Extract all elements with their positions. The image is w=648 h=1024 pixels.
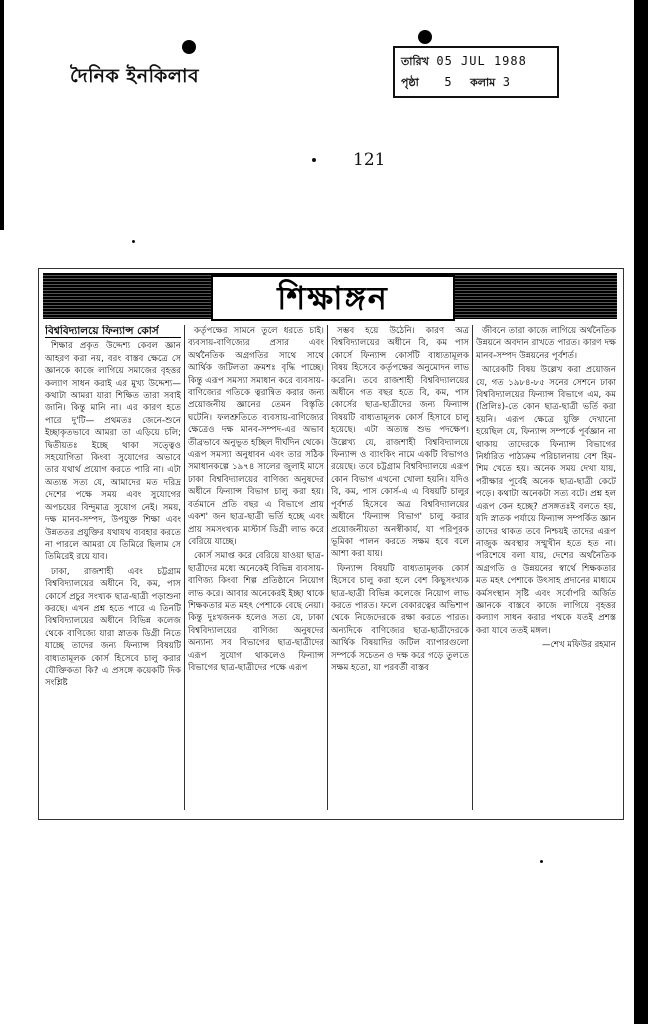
article-column-1: [45, 325, 181, 813]
stamp-date-label: তারিখ: [401, 55, 429, 68]
article-paragraph: কোর্স সমাপ্ত করে বেরিয়ে যাওয়া ছাত্র-ছাত্রীদের মধ্যে অনেকেই বিভিন্ন ব্যবসায়-বাণিজ্য কিংবা শিল্প প্রতিষ্ঠানে নিয়োগ লাভ করে। আবার অনেকেরই ইচ্ছা থাকে শিক্ষকতার মত মহৎ পেশাকে বেছে নেয়া। কিন্তু দুঃখজনক হলেও সত্য যে, ঢাকা বিশ্ববিদ্যালয়ের বাণিজ্য অনুষদের অন্যান্য সব বিভাগের ছাত্র-ছাত্রীদের এরূপ সুযোগ থাকলেও ফিন্যান্স বিভাগের ছাত্র-ছাত্রীদের পক্ষে এরূপ: [188, 551, 324, 673]
article-column-4: [476, 325, 616, 813]
stamp-date-value: 05 JUL 1988: [436, 54, 527, 68]
article-author: —শেখ মফিউর রহমান: [541, 640, 616, 651]
scan-edge-right: [634, 0, 648, 1024]
stamp-column-value: 3: [502, 75, 511, 89]
column-divider: [472, 325, 473, 810]
article-paragraph: কর্তৃপক্ষের সামনে তুলে ধরতে চাই। ব্যবসায়-বাণিজ্যের প্রসার এবং অর্থনৈতিক অগ্রগতির সাথে সাথে আর্থিক জটিলতা ক্রমশঃ বৃদ্ধি পাচ্ছে। কিন্তু এরূপ সমস্যা সমাধান করে ব্যবসায়-বাণিজ্যের গতিকে ত্বরান্বিত করার জন্য প্রয়োজনীয় জ্ঞানের তেমন বিস্তৃতি ঘটেনি। ফলশ্রুতিতে ব্যবসায়-বাণিজ্যের ক্ষেত্রেও দক্ষ মানব-সম্পদ-এর অভাব তীব্রভাবে অনুভূত হচ্ছিল দীর্ঘদিন থেকে। এরূপ সমস্যা অনুধাবন এবং তার সঠিক সমাধানকল্পে ১৯৭৪ সালের জুলাই মাসে ঢাকা বিশ্ববিদ্যালয়ের বাণিজ্য অনুষদের অধীনে ফিন্যান্স বিভাগ চালু করা হয়। বর্তমানে প্রতি বছর এ বিভাগে প্রায় একশ' জন ছাত্র-ছাত্রী ভর্তি হচ্ছে এবং প্রায় সমসংখ্যক মাস্টার্স ডিগ্রী লাভ করে বেরিয়ে যাচ্ছে।: [188, 326, 324, 547]
article-paragraph: আরেকটি বিষয় উল্লেখ করা প্রয়োজন যে, গত ১৯৮৪-৮৫ সনের সেশনে ঢাকা বিশ্ববিদ্যালয়ের ফিন্যান্স বিভাগে এম, কম (প্রিলিঃ)-তে কোন ছাত্র-ছাত্রী ভর্তি করা হয়নি। এরূপ ক্ষেত্রে যুক্তি দেখানো হয়েছিল যে, ফিন্যান্স সম্পর্কে পূর্বজ্ঞান না থাকায় তাদেরকে ফিন্যান্স বিভাগের নির্ধারিত পাঠ্যক্রম পরিচালনায় বেশ হিম-শিম খেতে হয়। অনেক সময় দেখা যায়, পরীক্ষার পূর্বেই অনেক ছাত্র-ছাত্রী কেটে পড়ে। কথাটা অনেকটা সত্য বটে। প্রশ্ন হল এরূপ কেন হচ্ছে? প্রসঙ্গতঃই বলতে হয়, যদি স্নাতক পর্যায়ে ফিন্যান্স সম্পর্কিত জ্ঞান তাদের থাকত তবে নিশ্চয়ই তাদের এরূপ নাজুক অবস্থার সম্মুখীন হতে হত না। পরিশেষে বলা যায়, দেশের অর্থনৈতিক অগ্রগতি ও উন্নয়নের স্বার্থে শিক্ষকতার মত মহৎ পেশাকে উৎসাহ প্রদানের মাধ্যমে কর্মসংস্থান সৃষ্টি এবং সর্বোপরি অর্জিত জ্ঞানকে বাস্তবে কাজে লাগিয়ে বৃহত্তর কল্যাণ সাধন করার পথকে যতই প্রশস্ত করা যাবে ততই মঙ্গল।: [476, 365, 616, 636]
section-banner-title: শিক্ষাঙ্গন: [211, 275, 455, 321]
speck: [132, 240, 135, 243]
article-clipping: [38, 268, 624, 820]
archive-page-number: 121: [353, 150, 386, 170]
column-divider: [327, 325, 328, 810]
article-paragraph: ঢাকা, রাজশাহী এবং চট্টগ্রাম বিশ্ববিদ্যালয়ের অধীনে বি, কম, পাস কোর্সে প্রচুর সংখ্যক ছাত্র-ছাত্রী পড়াশুনা করছে। এখন প্রশ্ন হতে পারে এ তিনটি বিশ্ববিদ্যালয়ের অধীনে বিভিন্ন কলেজ থেকে বাণিজ্যে যারা স্নাতক ডিগ্রী নিতে যাচ্ছে তাদের জন্য ফিন্যান্স বিষয়টি বাধ্যতামূলক কোর্স হিসেবে চালু করার যৌক্তিকতা কি? এ প্রসঙ্গে কয়েকটি দিক সংশ্লিষ্ট: [45, 566, 181, 689]
article-paragraph: জীবনে তারা কাজে লাগিয়ে অর্থনৈতিক উন্নয়নে অবদান রাখতে পারত। কারণ দক্ষ মানব-সম্পদ উন্নয়নের পূর্বশর্ত।: [476, 326, 616, 361]
article-headline: বিশ্ববিদ্যালয়ে ফিন্যান্স কোর্স: [45, 325, 181, 338]
article-paragraph: শিক্ষার প্রকৃত উদ্দেশ্য কেবল জ্ঞান আহরণ করা নয়, বরং বাস্তব ক্ষেত্রে সে জ্ঞানকে কাজে লাগিয়ে সমাজের বৃহত্তর কল্যাণ সাধন করাই এর মুখ্য উদ্দেশ্য— কথাটা আমরা যারা শিক্ষিত তারা সবাই জানি। কিন্তু মানি না। এর কারণ হতে পারে দু'টি— প্রথমতঃ জেনে-শুনে ইচ্ছাকৃতভাবে আমরা তা এড়িয়ে চলি; দ্বিতীয়তঃ ইচ্ছে থাকা সত্ত্বেও সহযোগিতা কিংবা সুযোগের অভাবে তার যথার্থ প্রয়োগ করতে পারি না। এটা অত্যন্ত সত্য যে, আমাদের মত দরিদ্র দেশের পক্ষে সময় এবং সুযোগের অপচয়ের বিন্দুমাত্র সুযোগ নেই। সময়, দক্ষ মানব-সম্পদ, উপযুক্ত শিক্ষা এবং উন্নততর প্রযুক্তির যথাযথ ব্যবহার করতে না পারলে আমরা যে তিমিরে ছিলাম সে তিমিরেই রয়ে যাব।: [45, 341, 181, 563]
scan-edge-left: [0, 0, 4, 230]
stamp-page-value: 5: [444, 75, 453, 89]
clipping-stamp: [393, 46, 559, 98]
newspaper-name: দৈনিক ইনকিলাব: [70, 65, 200, 87]
stamp-page-label: পৃষ্ঠা: [401, 76, 419, 89]
article-column-3: [331, 325, 469, 813]
speck: [312, 158, 316, 162]
punch-hole: [182, 40, 196, 54]
stamp-column-label: কলাম: [470, 76, 496, 89]
article-paragraph: ফিন্যান্স বিষয়টি বাধ্যতামূলক কোর্স হিসেবে চালু করা হলে বেশ কিছুসংখ্যক ছাত্র-ছাত্রী বিভিন্ন কলেজে নিয়োগ লাভ করতে পারত। ফলে বেকারত্বের অভিশাপ থেকে নিজেদেরকে রক্ষা করতে পারত। অন্যদিকে বাণিজ্যের ছাত্র-ছাত্রীদেরকে আর্থিক বিষয়াদির জটিল ব্যাপারগুলো সম্পর্কে সচেতন ও দক্ষ করে গড়ে তুলতে সক্ষম হতো, যা পরবর্তী বাস্তব: [331, 563, 469, 673]
article-paragraph: সম্ভব হয়ে উঠেনি। কারণ অত্র বিশ্ববিদ্যালয়ের অধীনে বি, কম পাস কোর্সে ফিন্যান্স কোর্সটি বাধ্যতামূলক বিষয় হিসেবে কর্তৃপক্ষের অনুমোদন লাভ করেনি। তবে রাজশাহী বিশ্ববিদ্যালয়ের অধীনে গত বছর হতে বি, কম, পাস কোর্সের ছাত্র-ছাত্রীদের জন্য ফিন্যান্স বিষয়টি বাধ্যতামূলক কোর্স হিসাবে চালু হয়েছে। এটা অত্যন্ত শুভ পদক্ষেপ। উল্লেখ্য যে, রাজশাহী বিশ্ববিদ্যালয়ে ফিন্যান্স ও ব্যাংকিং নামে একটি বিভাগও রয়েছে। তবে চট্টগ্রাম বিশ্ববিদ্যালয়ে এরূপ কোন বিভাগ এখনো খোলা হয়নি। যদিও বি, কম, পাস কোর্স-এ এ বিষয়টি চালুর পূর্বশর্ত হিসেবে অত্র বিশ্ববিদ্যালয়ের অধীনে 'ফিন্যান্স বিভাগ' চালু করার প্রয়োজনীয়তা অনস্বীকার্য, যা পরিপূরক ভূমিকা পালন করতে সক্ষম হবে বলে আশা করা যায়।: [331, 326, 469, 560]
punch-hole: [418, 30, 432, 44]
article-column-2: [188, 325, 324, 813]
column-divider: [184, 325, 185, 810]
section-banner: [43, 273, 617, 319]
speck: [540, 860, 543, 863]
